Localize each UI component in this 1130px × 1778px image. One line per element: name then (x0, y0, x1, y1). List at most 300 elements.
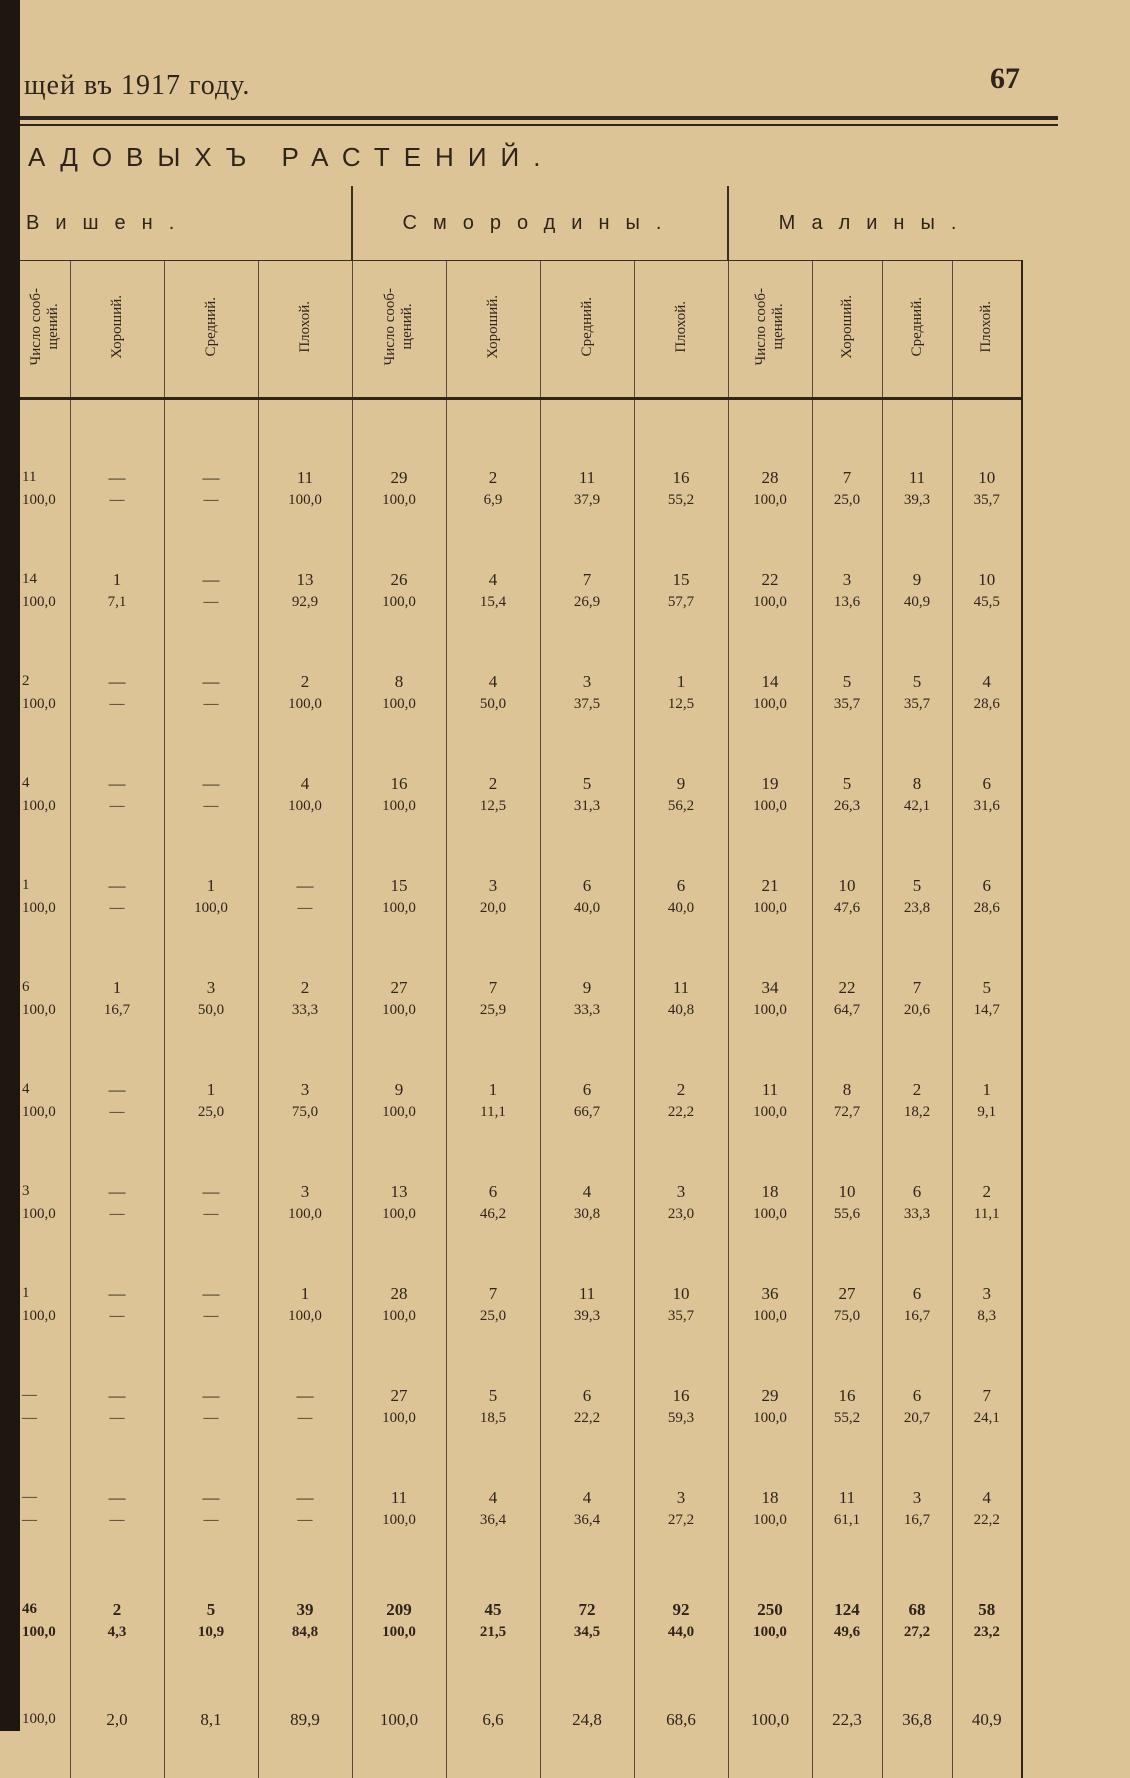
cell-percent: — (109, 1206, 125, 1222)
cell-count: 16 (838, 1386, 856, 1405)
cell-percent: 40,8 (667, 1002, 695, 1018)
table-cell (812, 1372, 882, 1474)
cell-count: 16 (390, 774, 408, 793)
running-head: щей въ 1917 году. (24, 70, 251, 101)
table-cell (728, 454, 812, 556)
cell-percent: 44,0 (667, 1624, 695, 1640)
table-cell (728, 658, 812, 760)
cell-percent: 27,2 (903, 1624, 931, 1640)
table-cell: 68,6 (634, 1698, 728, 1778)
table-cell (882, 1372, 952, 1474)
cell-count: 28 (761, 468, 779, 487)
cell-count: 4 (982, 1488, 991, 1507)
column-header-10 (882, 261, 952, 399)
table-cell (352, 1372, 446, 1474)
cell-percent: 100,0 (753, 1308, 787, 1324)
cell-percent: — (203, 1410, 219, 1426)
cell-percent: 25,0 (197, 1104, 225, 1120)
cell-percent: 100,0 (382, 1104, 416, 1120)
spacer-cell (540, 399, 634, 455)
cell-count: 36 (761, 1284, 779, 1303)
table-cell (258, 658, 352, 760)
column-header-6 (540, 261, 634, 399)
cell-count: 11 (296, 468, 314, 487)
cell-percent: 22,2 (973, 1512, 1000, 1528)
cell-count: 27 (390, 978, 408, 997)
table-cell (352, 1270, 446, 1372)
table-cell (952, 556, 1022, 658)
table-cell (728, 1576, 812, 1698)
cell-count: — (22, 1489, 37, 1505)
cell-count: 29 (761, 1386, 779, 1405)
cell-percent: 100,0 (22, 594, 56, 610)
table-cell (634, 1066, 728, 1168)
cell-percent: 33,3 (573, 1002, 601, 1018)
cell-percent: 100,0 (22, 1206, 56, 1222)
cell-percent: — (109, 696, 125, 712)
cell-percent: — (203, 594, 219, 610)
cell-percent: 46,2 (479, 1206, 507, 1222)
table-cell (446, 1576, 540, 1698)
table-cell (258, 454, 352, 556)
cell-percent: — (109, 900, 125, 916)
table-cell (164, 862, 258, 964)
cell-count: 92 (672, 1600, 690, 1619)
cell-count: 4 (982, 672, 991, 691)
column-header-0 (20, 261, 70, 399)
table-cell (20, 1474, 70, 1576)
cell-percent: 100,0 (22, 492, 56, 508)
cell-count: 7 (582, 570, 592, 589)
group-header-raspberries: Малины. (728, 186, 1022, 261)
column-header-5 (446, 261, 540, 399)
cell-count: — (296, 1488, 314, 1507)
table-cell (728, 1270, 812, 1372)
cell-percent: 39,3 (903, 492, 931, 508)
table-row (20, 1270, 1022, 1372)
cell-count: 9 (676, 774, 686, 793)
table-cell (20, 862, 70, 964)
cell-count: 2 (912, 1080, 922, 1099)
table-cell (20, 1270, 70, 1372)
table-cell: 8,1 (164, 1698, 258, 1778)
column-header-3 (258, 261, 352, 399)
column-header-label: Плохой. (978, 300, 995, 353)
table-cell (634, 1576, 728, 1698)
cell-percent: 100,0 (382, 900, 416, 916)
cell-percent: 100,0 (382, 1308, 416, 1324)
cell-count: 10 (978, 570, 996, 589)
table-cell (952, 658, 1022, 760)
table-cell (634, 658, 728, 760)
cell-count: 3 (842, 570, 852, 589)
table-cell (882, 1066, 952, 1168)
statistics-table (20, 186, 1023, 1778)
column-header-label: Хороший. (838, 294, 855, 359)
header-rule-thin (20, 124, 1058, 126)
spacer-cell (164, 399, 258, 455)
table-cell (882, 760, 952, 862)
table-cell (634, 454, 728, 556)
cell-percent: — (203, 798, 219, 814)
table-cell (540, 760, 634, 862)
cell-percent: 22,2 (667, 1104, 695, 1120)
table-cell (728, 760, 812, 862)
table-cell (446, 862, 540, 964)
cell-count: 14 (22, 571, 37, 587)
table-cell (882, 454, 952, 556)
cell-percent: 33,3 (291, 1002, 319, 1018)
cell-count: 3 (912, 1488, 922, 1507)
cell-percent: 20,0 (479, 900, 507, 916)
cell-count: 4 (582, 1182, 592, 1201)
cell-percent: 72,7 (833, 1104, 861, 1120)
spacer-cell (634, 399, 728, 455)
spacer-cell (258, 399, 352, 455)
table-cell (812, 964, 882, 1066)
cell-count: 2 (22, 673, 30, 689)
table-cell (882, 862, 952, 964)
table-cell (952, 1066, 1022, 1168)
cell-count: — (108, 1080, 126, 1099)
table-cell (70, 760, 164, 862)
column-header-8 (728, 261, 812, 399)
table-cell (812, 454, 882, 556)
cell-percent: 6,9 (483, 492, 503, 508)
column-header-7 (634, 261, 728, 399)
cell-count: 6 (982, 774, 991, 793)
table-cell (258, 1168, 352, 1270)
cell-count: 5 (842, 672, 852, 691)
table-cell (258, 862, 352, 964)
cell-percent: 100,0 (22, 1624, 56, 1640)
cell-percent: 36,4 (479, 1512, 507, 1528)
cell-count: 18 (761, 1182, 779, 1201)
cell-count: 27 (838, 1284, 856, 1303)
cell-count: 11 (578, 468, 596, 487)
table-cell (164, 1372, 258, 1474)
cell-percent: 21,5 (479, 1624, 507, 1640)
cell-percent: 61,1 (833, 1512, 861, 1528)
cell-percent: — (297, 1410, 313, 1426)
table-cell (634, 964, 728, 1066)
cell-percent: 84,8 (291, 1624, 319, 1640)
cell-percent: 23,8 (903, 900, 931, 916)
cell-count: 3 (488, 876, 498, 895)
cell-count: — (202, 1488, 220, 1507)
cell-count: 34 (761, 978, 779, 997)
cell-count: — (202, 672, 220, 691)
table-row (20, 760, 1022, 862)
cell-percent: 11,1 (973, 1206, 1000, 1222)
cell-percent: 100,0 (288, 696, 322, 712)
cell-percent: 50,0 (479, 696, 507, 712)
column-header-label: Средний. (578, 296, 595, 357)
table-cell (164, 964, 258, 1066)
cell-count: — (108, 468, 126, 487)
percent-row (20, 1698, 1022, 1778)
cell-percent: 34,5 (573, 1624, 601, 1640)
cell-percent: 55,6 (833, 1206, 861, 1222)
cell-percent: 39,3 (573, 1308, 601, 1324)
cell-count: — (202, 570, 220, 589)
cell-count: 5 (912, 876, 922, 895)
cell-percent: 35,7 (903, 696, 931, 712)
cell-count: — (202, 774, 220, 793)
table-cell (258, 1270, 352, 1372)
cell-percent: 100,0 (382, 1206, 416, 1222)
column-header-label: Средний. (202, 296, 219, 357)
cell-count: 5 (206, 1600, 216, 1619)
table-row (20, 1474, 1022, 1576)
cell-count: 1 (22, 1285, 30, 1301)
table-cell (540, 1576, 634, 1698)
table-cell (634, 862, 728, 964)
cell-percent: 30,8 (573, 1206, 601, 1222)
cell-percent: 11,1 (480, 1104, 506, 1120)
cell-count: 3 (982, 1284, 991, 1303)
cell-count: 28 (390, 1284, 408, 1303)
cell-percent: 18,5 (479, 1410, 507, 1426)
cell-percent: 47,6 (833, 900, 861, 916)
cell-percent: 12,5 (667, 696, 695, 712)
cell-percent: 12,5 (479, 798, 507, 814)
cell-count: 8 (912, 774, 922, 793)
table-cell (952, 964, 1022, 1066)
table-cell (70, 1576, 164, 1698)
cell-percent: 66,7 (573, 1104, 601, 1120)
cell-percent: 37,5 (573, 696, 601, 712)
table-cell (952, 760, 1022, 862)
cell-percent: — (203, 1512, 219, 1528)
cell-percent: 57,7 (667, 594, 695, 610)
table-cell (812, 1576, 882, 1698)
cell-count: 19 (761, 774, 779, 793)
cell-percent: 7,1 (107, 594, 127, 610)
table-row (20, 658, 1022, 760)
spacer-cell (812, 399, 882, 455)
table-cell (728, 556, 812, 658)
table-cell (70, 964, 164, 1066)
cell-count: 22 (761, 570, 779, 589)
table-cell (952, 1576, 1022, 1698)
book-spine-shadow (0, 0, 20, 1731)
cell-percent: 25,0 (833, 492, 861, 508)
cell-count: 1 (676, 672, 686, 691)
cell-percent: 25,0 (479, 1308, 507, 1324)
table-row (20, 1168, 1022, 1270)
cell-count: 2 (488, 774, 498, 793)
cell-count: 10 (672, 1284, 690, 1303)
table-cell (446, 556, 540, 658)
table-cell (540, 556, 634, 658)
spacer-cell (882, 399, 952, 455)
cell-count: 6 (676, 876, 686, 895)
table-cell (164, 1066, 258, 1168)
cell-percent: 100,0 (382, 1512, 416, 1528)
cell-count: 4 (488, 570, 498, 589)
cell-percent: 100,0 (753, 696, 787, 712)
cell-count: — (296, 876, 314, 895)
column-header-label: Средний. (908, 296, 925, 357)
cell-count: 9 (582, 978, 592, 997)
table-row (20, 862, 1022, 964)
table-cell (164, 454, 258, 556)
table-cell (70, 454, 164, 556)
cell-count: 1 (22, 877, 30, 893)
cell-percent: 100,0 (382, 492, 416, 508)
cell-count: 7 (982, 1386, 991, 1405)
cell-percent: 26,3 (833, 798, 861, 814)
column-header-label: Хороший. (108, 294, 125, 359)
table-cell (446, 1270, 540, 1372)
table-cell (882, 1168, 952, 1270)
totals-row (20, 1576, 1022, 1698)
table-cell (446, 1168, 540, 1270)
cell-percent: 100,0 (753, 798, 787, 814)
table-cell (540, 1372, 634, 1474)
column-header-2 (164, 261, 258, 399)
cell-percent: — (109, 798, 125, 814)
table-cell (258, 1066, 352, 1168)
table-cell (634, 556, 728, 658)
cell-percent: 100,0 (382, 1002, 416, 1018)
cell-count: — (202, 468, 220, 487)
cell-count: 6 (912, 1386, 922, 1405)
table-cell (952, 1270, 1022, 1372)
cell-percent: 31,6 (973, 798, 1000, 814)
cell-percent: 26,9 (573, 594, 601, 610)
cell-percent: 100,0 (194, 900, 228, 916)
cell-percent: — (109, 1104, 125, 1120)
table-cell (258, 556, 352, 658)
cell-percent: 37,9 (573, 492, 601, 508)
cell-count: 26 (390, 570, 408, 589)
cell-count: 46 (22, 1601, 37, 1617)
cell-percent: 36,4 (573, 1512, 601, 1528)
cell-count: 124 (834, 1600, 860, 1619)
cell-percent: 35,7 (833, 696, 861, 712)
cell-count: 5 (982, 978, 991, 997)
table-cell (882, 658, 952, 760)
cell-percent: 100,0 (753, 1104, 787, 1120)
table-cell (20, 454, 70, 556)
cell-percent: 10,9 (197, 1624, 225, 1640)
cell-count: 1 (300, 1284, 310, 1303)
cell-count: 4 (22, 1081, 30, 1097)
cell-percent: 15,4 (479, 594, 507, 610)
spacer-cell (20, 399, 70, 455)
column-header-9 (812, 261, 882, 399)
cell-count: 29 (390, 468, 408, 487)
cell-count: 11 (578, 1284, 596, 1303)
table-cell (882, 1576, 952, 1698)
table-row (20, 556, 1022, 658)
table-cell (352, 1576, 446, 1698)
cell-percent: 35,7 (973, 492, 1000, 508)
table-row (20, 1066, 1022, 1168)
cell-count: 11 (838, 1488, 856, 1507)
table-cell (70, 1066, 164, 1168)
cell-count: 72 (578, 1600, 596, 1619)
table-title: АДОВЫХЪ РАСТЕНИЙ. (28, 142, 555, 172)
table-cell (446, 760, 540, 862)
cell-percent: 40,0 (573, 900, 601, 916)
table-cell (634, 1168, 728, 1270)
cell-count: — (108, 876, 126, 895)
table-cell (634, 1372, 728, 1474)
cell-percent: 100,0 (753, 594, 787, 610)
cell-count: 8 (842, 1080, 852, 1099)
table-cell (540, 1168, 634, 1270)
header-rule (20, 116, 1058, 120)
table-cell (882, 1474, 952, 1576)
table-cell (540, 964, 634, 1066)
cell-count: 1 (112, 978, 122, 997)
cell-count: — (108, 1488, 126, 1507)
cell-percent: 100,0 (22, 696, 56, 712)
cell-percent: 92,9 (291, 594, 319, 610)
cell-percent: 28,6 (973, 900, 1000, 916)
table-cell (258, 1474, 352, 1576)
table-cell (540, 862, 634, 964)
table-cell (352, 1168, 446, 1270)
cell-percent: 100,0 (382, 594, 416, 610)
table-cell (952, 862, 1022, 964)
cell-count: 13 (390, 1182, 408, 1201)
cell-count: 3 (300, 1080, 310, 1099)
table-cell (812, 1066, 882, 1168)
cell-percent: 55,2 (833, 1410, 861, 1426)
table-cell (540, 1474, 634, 1576)
cell-percent: 13,6 (833, 594, 861, 610)
cell-percent: — (109, 1410, 125, 1426)
cell-count: 6 (488, 1182, 498, 1201)
cell-count: 2 (300, 672, 310, 691)
cell-count: 45 (484, 1600, 502, 1619)
table-cell (258, 1576, 352, 1698)
table-cell (20, 1168, 70, 1270)
cell-percent: 100,0 (288, 798, 322, 814)
column-header-label: Плохой. (296, 300, 313, 353)
table-cell (164, 1474, 258, 1576)
table-cell (812, 556, 882, 658)
cell-percent: — (203, 1308, 219, 1324)
table-cell (352, 1474, 446, 1576)
table-cell: 89,9 (258, 1698, 352, 1778)
column-header-4 (352, 261, 446, 399)
table-cell (258, 1372, 352, 1474)
table-row (20, 1372, 1022, 1474)
cell-percent: 20,6 (903, 1002, 931, 1018)
cell-count: 3 (676, 1182, 686, 1201)
page-number: 67 (990, 62, 1020, 95)
cell-percent: 16,7 (903, 1512, 931, 1528)
table-cell (728, 1168, 812, 1270)
cell-percent: 100,0 (288, 1206, 322, 1222)
cell-percent: 100,0 (22, 798, 56, 814)
cell-count: 11 (390, 1488, 408, 1507)
cell-count: — (202, 1386, 220, 1405)
table-cell: 100,0 (20, 1698, 70, 1778)
table-cell (352, 862, 446, 964)
table-cell (728, 1372, 812, 1474)
cell-percent: 100,0 (382, 798, 416, 814)
cell-percent: 8,3 (977, 1308, 997, 1324)
cell-count: 3 (676, 1488, 686, 1507)
table-cell (812, 1270, 882, 1372)
table-cell (70, 658, 164, 760)
